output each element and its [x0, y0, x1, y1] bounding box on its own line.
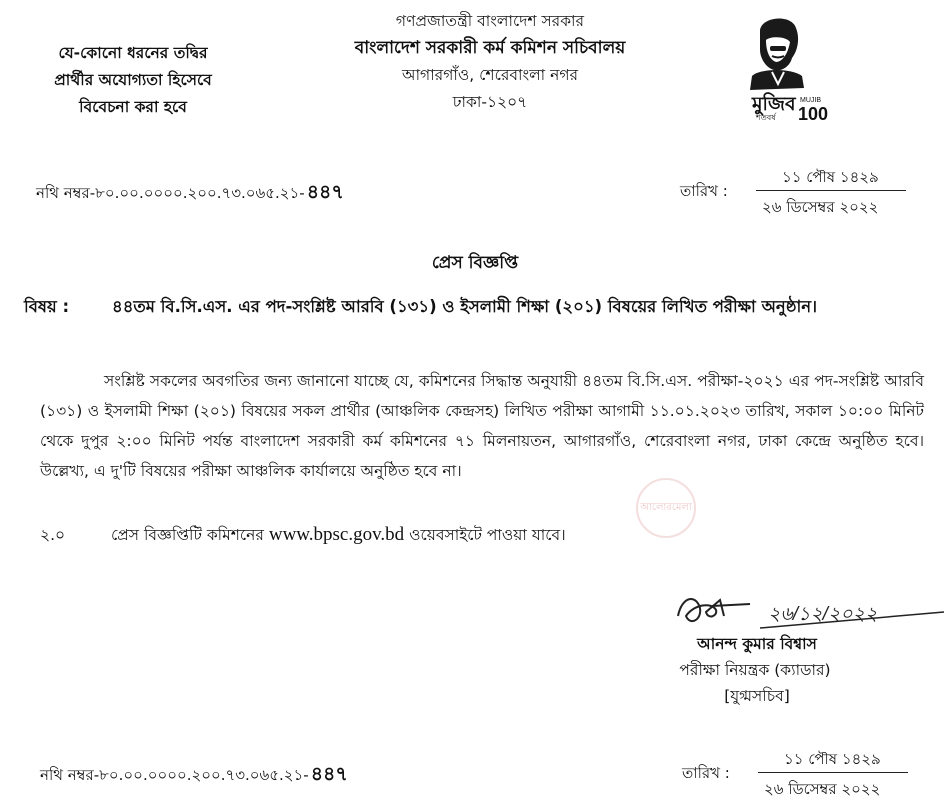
letterhead	[300, 8, 680, 116]
notice-line: যে-কোনো ধরনের তদ্বির	[58, 44, 208, 62]
memo-number: ৪৪৭	[306, 181, 344, 203]
date-divider	[756, 190, 906, 191]
point-text-before: প্রেস বিজ্ঞপ্তিটি কমিশনের	[110, 526, 264, 544]
signatory-name: আনন্দ কুমার বিশ্বাস	[697, 635, 817, 653]
signature-date: ২৬/১২/২০২২	[768, 604, 878, 625]
date-top	[680, 166, 920, 226]
logo-text: মুজিব	[752, 93, 796, 115]
watermark: আলোরমেলা	[636, 478, 696, 538]
notice-line: বিবেচনা করা হবে	[79, 98, 187, 116]
date-bottom	[682, 748, 922, 803]
signature-icon	[672, 586, 950, 638]
memo-number-top	[36, 178, 344, 210]
government-name: গণপ্রজাতন্ত্রী বাংলাদেশ সরকার	[395, 12, 585, 30]
notice-line: প্রার্থীর অযোগ্যতা হিসেবে	[54, 71, 212, 89]
subject-text: ৪৪তম বি.সি.এস. এর পদ-সংশ্লিষ্ট আরবি (১৩১) ও ইসলামী শিক্ষা (২০১) বিষয়ের লিখিত পরীক্ষা অনুষ্ঠান।	[112, 297, 818, 316]
mujib-100-logo-icon	[722, 10, 832, 122]
address-line-1: আগারগাঁও, শেরেবাংলা নগর	[401, 66, 579, 84]
date-bengali: ১১ পৌষ ১৪২৯	[784, 750, 881, 768]
date-label: তারিখ :	[680, 182, 728, 200]
page-title: প্রেস বিজ্ঞপ্তি	[431, 253, 519, 273]
signatory-rank: [যুগ্মসচিব]	[724, 687, 790, 705]
memo-label: নথি নম্বর-৮০.০০.০০০০.২০০.৭৩.০৬৫.২১-	[36, 184, 305, 202]
notice-warning	[26, 40, 240, 121]
logo-number: 100	[798, 104, 829, 122]
signatory-title: পরীক্ষা নিয়ন্ত্রক (ক্যাডার)	[679, 661, 831, 679]
date-divider	[758, 772, 908, 773]
organization-name: বাংলাদেশ সরকারী কর্ম কমিশন সচিবালয়	[354, 38, 626, 58]
point-text-after: ওয়েবসাইটে পাওয়া যাবে।	[409, 526, 566, 544]
point-number: ২.০	[40, 526, 66, 544]
memo-number: ৪৪৭	[310, 763, 348, 785]
body-paragraph: সংশ্লিষ্ট সকলের অবগতির জন্য জানানো যাচ্ছে যে, কমিশনের সিদ্ধান্ত অনুযায়ী ৪৪তম বি.সি.এস. পরীক্ষা-২০২১ এর পদ-সংশ্লিষ্ট আরবি (১৩১) ও ইসলামী শিক্ষা (২০১) বিষয়ের সকল প্রার্থীর (আঞ্চলিক কেন্দ্রসহ) লিখিত পরীক্ষা আগামী ১১.০১.২০২৩ তারিখ, সকাল ১০:০০ মিনিট থেকে দুপুর ২:০০ মিনিট পর্যন্ত বাংলাদেশ সরকারী কর্ম কমিশনের ৭১ মিলনায়তন, আগারগাঁও, শেরেবাংলা নগর, ঢাকা কেন্দ্রে অনুষ্ঠিত হবে। উল্লেখ্য, এ দু'টি বিষয়ের পরীক্ষা আঞ্চলিক কার্যালয়ে অনুষ্ঠিত হবে না।	[40, 372, 924, 480]
address-line-2: ঢাকা-১২০৭	[452, 93, 528, 111]
logo-subtext: শতবর্ষ	[756, 113, 776, 122]
date-label: তারিখ :	[682, 764, 730, 782]
point-2	[40, 523, 566, 549]
website-link[interactable]: www.bpsc.gov.bd	[268, 524, 405, 545]
subject-label: বিষয় :	[24, 297, 70, 316]
date-english: ২৬ ডিসেম্বর ২০২২	[764, 780, 881, 798]
subject-line	[24, 294, 934, 321]
date-english: ২৬ ডিসেম্বর ২০২২	[762, 198, 879, 216]
memo-number-bottom	[40, 760, 348, 792]
memo-label: নথি নম্বর-৮০.০০.০০০০.২০০.৭৩.০৬৫.২১-	[40, 766, 309, 784]
logo-latin: MUJIB	[800, 97, 821, 104]
date-bengali: ১১ পৌষ ১৪২৯	[782, 168, 879, 186]
